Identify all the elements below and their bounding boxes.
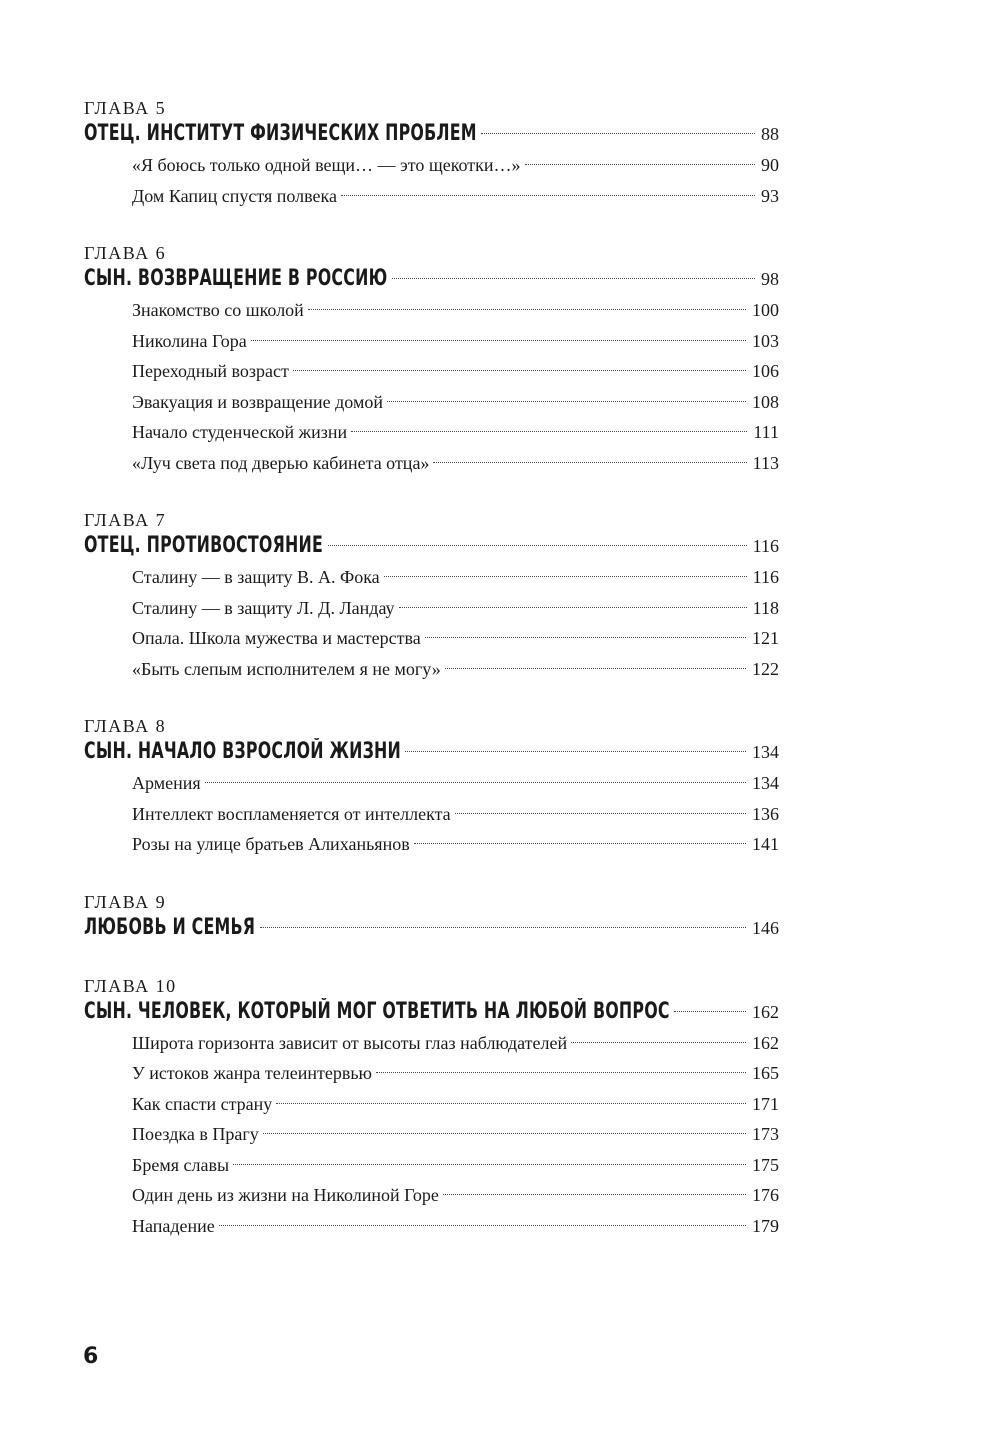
chapter-block (84, 890, 779, 944)
toc-entry-title: Эвакуация и возвращение домой (132, 391, 383, 412)
toc-entry-title: Нападение (132, 1215, 215, 1236)
page-ref: 108 (752, 391, 779, 412)
page-ref: 122 (752, 658, 779, 679)
page-ref: 136 (752, 803, 779, 824)
page-ref: 116 (752, 567, 779, 587)
chapter-heading-title: СЫН. НАЧАЛО ВЗРОСЛОЙ ЖИЗНИ (84, 739, 401, 764)
page-ref: 176 (752, 1185, 779, 1205)
page-ref: 121 (752, 628, 779, 648)
toc-entry-title: Армения (132, 773, 201, 793)
chapter-label: ГЛАВА 9 (84, 891, 167, 912)
page-ref: 173 (752, 1124, 779, 1144)
chapter-block (84, 508, 779, 684)
chapter-heading-wrap (84, 118, 477, 150)
dot-leader (293, 370, 746, 371)
toc-entry[interactable] (84, 387, 779, 418)
toc-entry[interactable] (84, 1058, 779, 1089)
dot-leader (233, 1164, 746, 1165)
dot-leader (276, 1103, 746, 1104)
page-ref: 103 (752, 330, 779, 351)
chapter-heading[interactable] (84, 736, 779, 768)
toc-entry-title: «Быть слепым исполнителем я не могу» (132, 658, 441, 679)
chapter-heading-title: СЫН. ВОЗВРАЩЕНИЕ В РОССИЮ (84, 266, 388, 291)
dot-leader (263, 1133, 746, 1134)
toc-entry[interactable] (84, 1150, 779, 1181)
page-ref: 179 (752, 1215, 779, 1236)
dot-leader (455, 813, 746, 814)
page-ref: 100 (752, 300, 779, 320)
dot-leader (251, 340, 746, 341)
toc-entry-title: Бремя славы (132, 1154, 230, 1175)
toc-entry-title: Николина Гора (132, 330, 247, 351)
dot-leader (443, 1194, 746, 1195)
toc-entry[interactable] (84, 829, 779, 860)
page-ref: 118 (752, 597, 779, 618)
page-ref: 111 (753, 422, 779, 442)
toc-entry-title: Один день из жизни на Николиной Горе (132, 1185, 439, 1205)
dot-leader (260, 927, 746, 928)
chapter-label: ГЛАВА 6 (84, 243, 167, 263)
chapter-label: ГЛАВА 7 (84, 510, 167, 530)
toc-entry-title: Как спасти страну (132, 1093, 273, 1114)
toc-entry-title: «Я боюсь только одной вещи… — это щекотки…» (132, 155, 521, 175)
toc-entry[interactable] (84, 295, 779, 326)
dot-leader (308, 309, 746, 310)
page-ref: 88 (761, 124, 779, 144)
chapter-heading-wrap (84, 996, 670, 1028)
toc-entry[interactable] (84, 1211, 779, 1242)
page-ref: 165 (752, 1063, 779, 1083)
toc-entry-title: Опала. Школа мужества и мастерства (132, 628, 421, 648)
page-ref: 162 (752, 1032, 779, 1053)
chapter-block (84, 96, 779, 211)
dot-leader (205, 782, 746, 783)
dot-leader (392, 278, 755, 279)
chapter-heading[interactable] (84, 996, 779, 1028)
chapter-heading[interactable] (84, 912, 779, 944)
page-ref: 134 (752, 773, 779, 793)
toc-entry-title: Дом Капиц спустя полвека (132, 185, 337, 206)
toc-entry[interactable] (84, 181, 779, 212)
page-ref: 93 (761, 185, 779, 206)
toc-entry[interactable] (84, 654, 779, 685)
chapter-heading-wrap (84, 530, 324, 562)
page-ref: 90 (761, 155, 779, 175)
toc-entry[interactable] (84, 1089, 779, 1120)
toc-entry[interactable] (84, 356, 779, 387)
toc-entry[interactable] (84, 448, 779, 479)
toc-entry[interactable] (84, 593, 779, 624)
toc-entry-title: Поездка в Прагу (132, 1124, 259, 1144)
dot-leader (219, 1225, 746, 1226)
chapter-heading[interactable] (84, 530, 779, 562)
page-ref: 98 (761, 269, 779, 289)
chapter-block (84, 714, 779, 860)
toc-entry-title: Широта горизонта зависит от высоты глаз наблюдателей (132, 1032, 568, 1053)
toc-entry-title: Интеллект воспламеняется от интеллекта (132, 803, 451, 824)
dot-leader (384, 576, 747, 577)
toc-entry[interactable] (84, 562, 779, 593)
dot-leader (376, 1072, 746, 1073)
dot-leader (399, 607, 747, 608)
dot-leader (525, 164, 755, 165)
toc-entry[interactable] (84, 768, 779, 799)
toc-entry[interactable] (84, 1119, 779, 1150)
toc-entry[interactable] (84, 150, 779, 181)
toc-entry[interactable] (84, 1180, 779, 1211)
chapter-heading-title: СЫН. ЧЕЛОВЕК, КОТОРЫЙ МОГ ОТВЕТИТЬ НА ЛЮБОЙ ВОПРОС (84, 998, 670, 1024)
toc-entry-title: У истоков жанра телеинтервью (132, 1063, 372, 1083)
dot-leader (414, 843, 746, 844)
page-number: 6 (83, 1344, 99, 1369)
toc-entry-title: Знакомство со школой (132, 300, 304, 320)
toc-entry-title: Сталину — в защиту Л. Д. Ландау (132, 597, 395, 618)
chapter-heading[interactable] (84, 263, 779, 295)
toc-entry[interactable] (84, 799, 779, 830)
page-ref: 113 (752, 452, 779, 473)
dot-leader (341, 195, 755, 196)
toc-entry-title: Сталину — в защиту В. А. Фока (132, 567, 380, 587)
dot-leader (425, 637, 746, 638)
page-ref: 134 (752, 742, 779, 762)
chapter-label: ГЛАВА 5 (84, 98, 167, 118)
dot-leader (328, 545, 747, 546)
dot-leader (674, 1011, 746, 1012)
chapter-heading-wrap (84, 263, 388, 295)
chapter-block (84, 974, 779, 1242)
toc-entry-title: Розы на улице братьев Алиханьянов (132, 834, 410, 854)
page-ref: 162 (752, 1001, 779, 1022)
dot-leader (481, 133, 755, 134)
dot-leader (433, 462, 746, 463)
dot-leader (351, 431, 747, 432)
dot-leader (445, 668, 746, 669)
toc-entry-title: Переходный возраст (132, 361, 289, 381)
dot-leader (571, 1042, 746, 1043)
chapter-heading[interactable] (84, 118, 779, 150)
page-ref: 175 (752, 1154, 779, 1175)
dot-leader (405, 751, 746, 752)
page-ref: 116 (752, 536, 779, 556)
toc-entry-title: «Луч света под дверью кабинета отца» (132, 452, 430, 473)
toc-entry-title: Начало студенческой жизни (132, 422, 348, 442)
table-of-contents (84, 96, 779, 1271)
chapter-label: ГЛАВА 10 (84, 975, 177, 996)
toc-entry[interactable] (84, 417, 779, 448)
page-ref: 146 (752, 917, 779, 938)
toc-entry[interactable] (84, 326, 779, 357)
page-ref: 171 (752, 1093, 779, 1114)
toc-entry[interactable] (84, 1028, 779, 1059)
page-ref: 106 (752, 361, 779, 381)
toc-entry[interactable] (84, 623, 779, 654)
chapter-heading-title: ОТЕЦ. ИНСТИТУТ ФИЗИЧЕСКИХ ПРОБЛЕМ (84, 121, 477, 146)
dot-leader (387, 401, 746, 402)
chapter-heading-wrap (84, 736, 401, 768)
chapter-label: ГЛАВА 8 (84, 716, 167, 736)
page-ref: 141 (752, 834, 779, 854)
chapter-heading-title: ОТЕЦ. ПРОТИВОСТОЯНИЕ (84, 533, 324, 558)
chapter-heading-wrap (84, 912, 256, 944)
chapter-heading-title: ЛЮБОВЬ И СЕМЬЯ (84, 914, 256, 940)
chapter-block (84, 241, 779, 478)
